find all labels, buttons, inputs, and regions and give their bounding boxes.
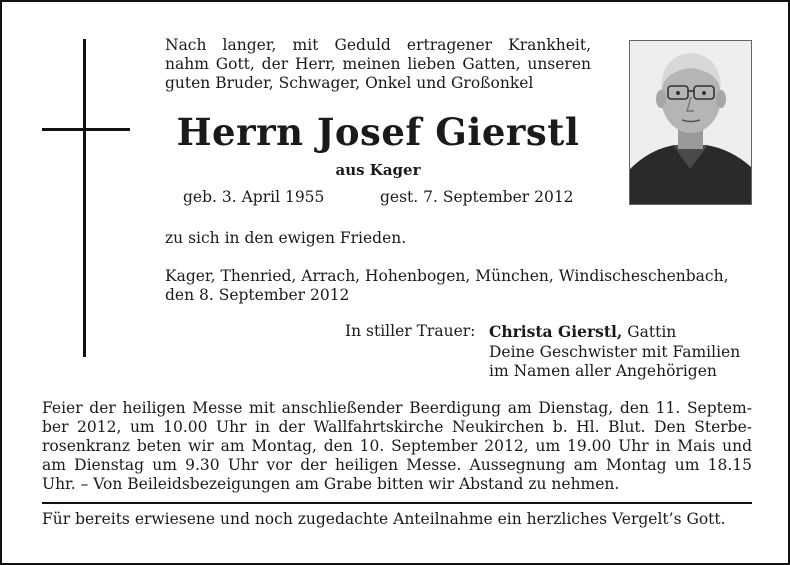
- service-line: rosenkranz beten wir am Montag, den 10. September 2012, um 19.00 Uhr in Mais und: [42, 437, 752, 455]
- death-date: gest. 7. September 2012: [380, 188, 574, 206]
- portrait-illustration: [630, 41, 751, 204]
- intro-line: guten Bruder, Schwager, Onkel und Großonkel: [165, 74, 534, 92]
- mourning-label: In stiller Trauer:: [345, 322, 476, 340]
- mourner-line: Deine Geschwister mit Familien: [489, 342, 741, 361]
- deceased-name: Herrn Josef Gierstl: [176, 110, 580, 154]
- cross-icon: [83, 39, 86, 357]
- service-line: Uhr. – Von Beileidsbezeigungen am Grabe bitten wir Abstand zu nehmen.: [42, 475, 620, 493]
- divider: [42, 502, 752, 504]
- places-date: den 8. September 2012: [165, 286, 350, 304]
- intro-line: nahm Gott, der Herr, meinen lieben Gatten, unseren: [165, 55, 591, 73]
- widow-role: Gattin: [622, 323, 677, 341]
- mourners-list: [489, 322, 740, 382]
- widow-name: Christa Gierstl,: [489, 322, 623, 341]
- thanks-text: Für bereits erwiesene und noch zugedachte Anteilnahme ein herzliches Vergelt’s Gott.: [42, 510, 726, 528]
- service-line: am Dienstag um 9.30 Uhr vor der heiligen Messe. Aussegnung am Montag um 18.15: [42, 456, 752, 474]
- places-text: [165, 267, 755, 305]
- mourner-line: im Namen aller Angehörigen: [489, 362, 717, 380]
- service-line: ber 2012, um 10.00 Uhr in der Wallfahrtskirche Neukirchen b. Hl. Blut. Den Sterbe-: [42, 418, 752, 436]
- deceased-origin: aus Kager: [335, 161, 421, 179]
- birth-date: geb. 3. April 1955: [183, 188, 325, 206]
- cross-icon-bar: [42, 128, 130, 131]
- service-line: Feier der heiligen Messe mit anschließender Beerdigung am Dienstag, den 11. Septem-: [42, 399, 752, 417]
- intro-text: [165, 36, 591, 93]
- service-text: [42, 399, 752, 494]
- mourner-widow: [489, 322, 740, 343]
- places-line: Kager, Thenried, Arrach, Hohenbogen, München, Windischeschenbach,: [165, 267, 729, 285]
- intro-line: Nach langer, mit Geduld ertragener Krankheit,: [165, 36, 591, 54]
- portrait-photo: [629, 40, 752, 205]
- peace-text: zu sich in den ewigen Frieden.: [165, 229, 407, 247]
